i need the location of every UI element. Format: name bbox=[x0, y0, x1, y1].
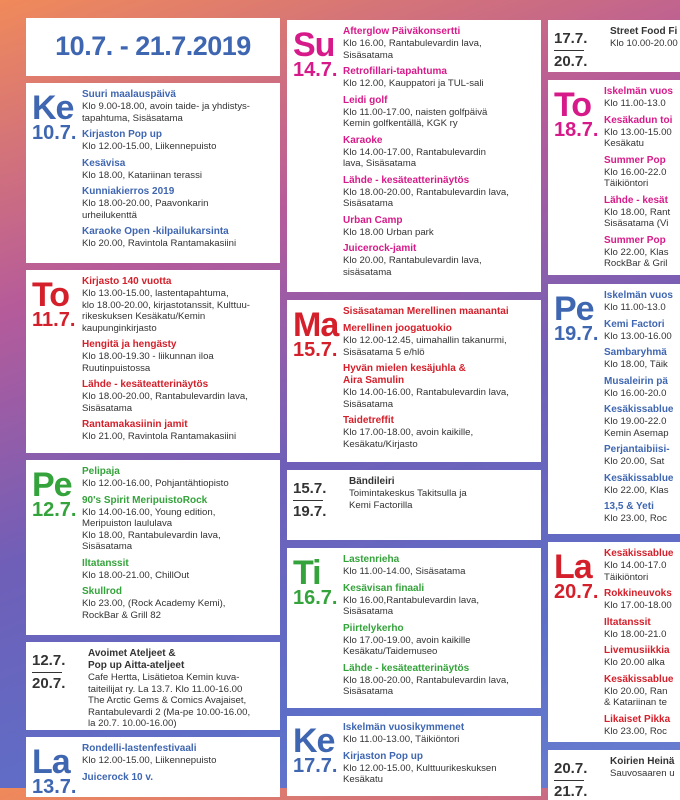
day-label bbox=[293, 556, 337, 608]
event-title: Juicerock 10 v. bbox=[82, 771, 153, 783]
event-item bbox=[343, 623, 537, 658]
event-item bbox=[82, 495, 276, 553]
weekday-abbr: Pe bbox=[554, 290, 594, 328]
event-item bbox=[82, 379, 276, 414]
event-list bbox=[82, 276, 276, 448]
date-range bbox=[554, 760, 587, 800]
date-range bbox=[293, 480, 326, 522]
day-date: 20.7. bbox=[554, 581, 599, 603]
weekday-abbr: Ke bbox=[293, 722, 335, 760]
event-details: Klo 17.00-19.00, avoin kaikille Kesäkatu/Taidemuseo bbox=[343, 634, 471, 657]
event-details: Klo 23.00, (Rock Academy Kemi), RockBar & Grill 82 bbox=[82, 598, 226, 621]
event-details: Klo 11.00-13.00, Täikiöntori bbox=[343, 734, 460, 745]
event-title: Skullrod bbox=[82, 586, 123, 597]
event-item bbox=[343, 751, 537, 786]
event-item bbox=[82, 158, 276, 182]
event-list bbox=[82, 89, 276, 255]
weekday-abbr: Ke bbox=[32, 89, 74, 127]
day-date: 14.7. bbox=[293, 59, 338, 81]
event-item bbox=[604, 617, 680, 641]
day-date: 16.7. bbox=[293, 587, 338, 609]
event-details: Klo 23.00, Roc bbox=[604, 513, 667, 524]
event-title: Karaoke bbox=[343, 134, 383, 146]
event-list bbox=[604, 86, 680, 275]
day-date: 12.7. bbox=[32, 499, 77, 521]
event-item bbox=[604, 347, 680, 371]
day-date: 17.7. bbox=[293, 755, 338, 777]
event-item bbox=[82, 226, 276, 250]
event-details: Klo 23.00, Roc bbox=[604, 725, 667, 737]
day-date: 18.7. bbox=[554, 119, 599, 141]
range-card-r177207 bbox=[548, 20, 680, 72]
day-date: 11.7. bbox=[32, 309, 76, 331]
day-card-ti167 bbox=[287, 548, 541, 708]
event-list bbox=[604, 290, 680, 530]
event-item bbox=[343, 95, 537, 130]
event-details: Klo 13.00-15.00, lastentapahtuma, klo 18.00-20.00, kirjastotanssit, Kulttuu- rikeskuksen Kesäkatu/Kemin kaupunginkirjasto bbox=[82, 288, 250, 334]
event-title: Hengitä ja hengästy bbox=[82, 339, 177, 350]
date-range-divider bbox=[32, 672, 62, 673]
event-item bbox=[82, 339, 276, 374]
event-details: Klo 11.00-17.00, naisten golfpäivä Kemin golfkentällä, KGK ry bbox=[343, 106, 488, 129]
event-details: Klo 18.00-21.00, ChillOut bbox=[82, 569, 190, 581]
event-details: Klo 13.00-16.00 bbox=[604, 330, 672, 342]
event-item bbox=[343, 663, 537, 698]
event-title: Retrofillari-tapahtuma bbox=[343, 66, 447, 77]
event-title: Pelipaja bbox=[82, 466, 120, 477]
weekday-abbr: Pe bbox=[32, 466, 72, 504]
event-details: Klo 9.00-18.00, avoin taide- ja yhdistys- tapahtuma, Sisäsatama bbox=[82, 101, 250, 124]
event-title: Iltatanssit bbox=[604, 616, 651, 628]
event-details: Klo 17.00-18.00, avoin kaikille, Kesäkatu/Kirjasto bbox=[343, 427, 474, 450]
day-card-to187 bbox=[548, 80, 680, 275]
event-item bbox=[343, 215, 537, 239]
page-title: 10.7. - 21.7.2019 bbox=[55, 31, 251, 61]
day-label bbox=[293, 308, 338, 360]
weekday-abbr: To bbox=[32, 276, 70, 314]
event-item bbox=[343, 306, 537, 318]
event-title: Lähde - kesät bbox=[604, 194, 668, 206]
range-card-r157197 bbox=[287, 470, 541, 540]
event-item bbox=[343, 26, 537, 61]
event-details: Klo 12.00-12.45, uimahallin takanurmi, Sisäsatama 5 e/hlö bbox=[343, 335, 507, 358]
event-item bbox=[604, 714, 680, 738]
event-details: Toimintakeskus Takitsulla ja Kemi Factorilla bbox=[349, 488, 467, 511]
event-title: Kemi Factori bbox=[604, 318, 665, 330]
event-title: 90's Spirit MeripuistoRock bbox=[82, 494, 208, 506]
day-label bbox=[32, 91, 76, 143]
event-details: Klo 16.00,Rantabulevardin lava, Sisäsatama bbox=[343, 594, 480, 617]
event-title: Kirjaston Pop up bbox=[343, 750, 423, 762]
date-range-start: 17.7. bbox=[554, 30, 588, 47]
event-details: Klo 18.00-20.00, Rantabulevardin lava, Sisäsatama bbox=[343, 186, 509, 209]
event-title: Sisäsataman Merellinen maanantai bbox=[343, 306, 509, 317]
date-range-divider bbox=[554, 780, 584, 781]
event-title: Rokkineuvoks bbox=[604, 588, 672, 599]
event-title: Sambaryhmä bbox=[604, 347, 667, 358]
event-list bbox=[82, 743, 276, 789]
event-details: Klo 16.00-22.0 Täikiöntori bbox=[604, 166, 667, 189]
event-item bbox=[343, 323, 537, 358]
event-title: Kesäkissablue bbox=[604, 548, 674, 559]
event-title: Rondelli-lastenfestivaali bbox=[82, 743, 197, 754]
day-card-pe197 bbox=[548, 284, 680, 534]
date-range-end: 19.7. bbox=[293, 502, 327, 520]
day-label bbox=[554, 88, 598, 140]
event-item bbox=[82, 276, 276, 334]
range-card-r207217 bbox=[548, 750, 680, 800]
event-details: Klo 18.00-19.30 - liikunnan iloa Ruutinpuistossa bbox=[82, 351, 214, 374]
day-date: 10.7. bbox=[32, 122, 77, 144]
event-title: Piirtelykerho bbox=[343, 622, 404, 634]
event-details: Klo 14.00-17.0 Täikiöntori bbox=[604, 560, 667, 583]
event-item bbox=[343, 554, 537, 578]
event-title: Kunniakierros 2019 bbox=[82, 186, 175, 197]
event-title: Summer Pop bbox=[604, 234, 666, 246]
event-item bbox=[82, 558, 276, 582]
event-details: Sauvosaaren u bbox=[610, 768, 675, 779]
event-title: Leidi golf bbox=[343, 94, 388, 106]
date-range-divider bbox=[293, 500, 323, 501]
event-details: Cafe Hertta, Lisätietoa Kemin kuva- taiteilijat ry. La 13.7. Klo 11.00-16.00 The Arctic Gems & Comics Avajaiset, Rantabulevardi 2 (Ma-pe 10.00-16.00, la 20.7. 10.00-16.00) bbox=[88, 672, 251, 729]
event-title: 13,5 & Yeti bbox=[604, 501, 654, 512]
event-list bbox=[604, 548, 680, 742]
event-details: Klo 20.00, Ran & Katariinan te bbox=[604, 685, 668, 708]
event-title: Bändileiri bbox=[349, 476, 395, 487]
day-label bbox=[32, 745, 76, 797]
event-details: Klo 18.00, Katariinan terassi bbox=[82, 169, 202, 181]
date-range-start: 20.7. bbox=[554, 760, 588, 777]
event-item bbox=[343, 66, 537, 90]
event-title: Iltatanssit bbox=[82, 557, 129, 569]
event-item bbox=[604, 404, 680, 439]
weekday-abbr: To bbox=[554, 86, 592, 124]
event-title: Musaleirin pä bbox=[604, 375, 668, 387]
date-range-start: 15.7. bbox=[293, 480, 327, 497]
day-label bbox=[554, 550, 598, 602]
day-label bbox=[32, 468, 76, 520]
event-item bbox=[604, 235, 680, 270]
day-date: 19.7. bbox=[554, 323, 599, 345]
event-item bbox=[88, 648, 276, 730]
event-item bbox=[610, 756, 680, 780]
event-title: Urban Camp bbox=[343, 214, 403, 226]
event-item bbox=[82, 772, 276, 784]
event-item bbox=[343, 583, 537, 618]
event-item bbox=[604, 548, 680, 583]
event-item bbox=[82, 129, 276, 153]
event-details: Klo 18.00, Täik bbox=[604, 359, 668, 370]
event-list bbox=[82, 466, 276, 626]
event-details: Klo 18.00, Rant Sisäsatama (Vi bbox=[604, 206, 671, 229]
date-range-divider bbox=[554, 50, 584, 51]
event-item bbox=[604, 473, 680, 497]
event-details: Klo 20.00, Rantabulevardin lava, sisäsatama bbox=[343, 255, 482, 278]
event-item bbox=[604, 86, 680, 110]
event-item bbox=[604, 195, 680, 230]
event-details: Klo 16.00-20.0 bbox=[604, 387, 667, 399]
day-label bbox=[293, 724, 337, 776]
event-details: Klo 22.00, Klas bbox=[604, 484, 669, 496]
event-title: Lähde - kesäteatterinäytös bbox=[343, 662, 470, 674]
event-item bbox=[604, 645, 680, 669]
weekday-abbr: Su bbox=[293, 26, 335, 64]
event-list bbox=[610, 26, 680, 55]
event-details: Klo 16.00, Rantabulevardin lava, Sisäsatama bbox=[343, 38, 482, 61]
event-item bbox=[604, 376, 680, 400]
event-item bbox=[604, 444, 680, 468]
event-item bbox=[343, 175, 537, 210]
weekday-abbr: La bbox=[32, 743, 70, 781]
event-title: Afterglow Päiväkonsertti bbox=[343, 26, 461, 37]
event-title: Kirjasto 140 vuotta bbox=[82, 276, 172, 287]
day-card-su147 bbox=[287, 20, 541, 292]
event-list bbox=[349, 476, 537, 516]
event-title: Kesävisan finaali bbox=[343, 582, 425, 594]
header-card bbox=[26, 18, 280, 76]
day-card-pe127 bbox=[26, 460, 280, 635]
weekday-abbr: La bbox=[554, 548, 592, 586]
event-title: Summer Pop bbox=[604, 154, 666, 166]
event-details: Klo 12.00-15.00, Kulttuurikeskuksen Kesäkatu bbox=[343, 762, 497, 785]
event-details: Klo 18.00-21.0 bbox=[604, 628, 667, 640]
event-details: Klo 18.00 Urban park bbox=[343, 226, 434, 238]
event-item bbox=[82, 586, 276, 621]
event-details: Klo 18.00-20.00, Rantabulevardin lava, Sisäsatama bbox=[343, 674, 509, 697]
event-title: Merellinen joogatuokio bbox=[343, 323, 452, 334]
day-card-ke107 bbox=[26, 83, 280, 263]
event-item bbox=[82, 743, 276, 767]
event-title: Kirjaston Pop up bbox=[82, 129, 162, 140]
event-title: Juicerock-jamit bbox=[343, 243, 417, 254]
day-date: 15.7. bbox=[293, 339, 338, 361]
event-details: Klo 11.00-14.00, Sisäsatama bbox=[343, 566, 466, 577]
date-range-end: 21.7. bbox=[554, 782, 588, 800]
event-title: Koirien Heinä bbox=[610, 756, 675, 767]
day-card-la137 bbox=[26, 737, 280, 797]
event-details: Klo 12.00-15.00, Liikennepuisto bbox=[82, 141, 217, 152]
event-title: Kesäkadun toi bbox=[604, 114, 673, 126]
event-details: Klo 14.00-16.00, Young edition, Meripuiston laululava Klo 18.00, Rantabulevardin lava, Sisäsatama bbox=[82, 506, 221, 552]
event-title: Lähde - kesäteatterinäytös bbox=[343, 174, 470, 186]
event-list bbox=[88, 648, 276, 730]
event-item bbox=[349, 476, 537, 511]
event-details: Klo 12.00-15.00, Liikennepuisto bbox=[82, 755, 217, 766]
day-label bbox=[293, 28, 337, 80]
event-title: Hyvän mielen kesäjuhla & Aira Samulin bbox=[343, 363, 466, 386]
event-details: Klo 20.00 alka bbox=[604, 657, 665, 668]
event-item bbox=[604, 155, 680, 190]
event-item bbox=[604, 501, 680, 525]
event-item bbox=[604, 588, 680, 612]
event-title: Livemusiikkia bbox=[604, 645, 670, 656]
event-details: Klo 13.00-15.00 Kesäkatu bbox=[604, 126, 672, 149]
day-date: 13.7. bbox=[32, 776, 77, 797]
event-title: Rantamakasiinin jamit bbox=[82, 419, 188, 430]
event-item bbox=[604, 290, 680, 314]
day-card-to117 bbox=[26, 270, 280, 453]
event-title: Kesäkissablue bbox=[604, 404, 674, 415]
weekday-abbr: Ma bbox=[293, 306, 339, 344]
event-title: Kesäkissablue bbox=[604, 673, 674, 685]
event-item bbox=[604, 319, 680, 343]
event-title: Karaoke Open -kilpailukarsinta bbox=[82, 226, 229, 237]
event-list bbox=[343, 722, 537, 791]
event-item bbox=[82, 419, 276, 443]
event-item bbox=[82, 186, 276, 221]
range-card-r127207 bbox=[26, 642, 280, 730]
event-details: Klo 20.00, Ravintola Rantamakasiini bbox=[82, 238, 237, 249]
event-details: Klo 22.00, Klas RockBar & Gril bbox=[604, 246, 669, 269]
event-details: Klo 12.00, Kauppatori ja TUL-sali bbox=[343, 78, 484, 89]
event-details: Klo 18.00-20.00, Rantabulevardin lava, Sisäsatama bbox=[82, 391, 248, 414]
event-item bbox=[604, 674, 680, 709]
event-title: Avoimet Ateljeet & Pop up Aitta-ateljeet bbox=[88, 648, 185, 671]
event-details: Klo 11.00-13.0 bbox=[604, 98, 666, 109]
event-item bbox=[604, 115, 680, 150]
event-title: Kesäkissablue bbox=[604, 472, 674, 484]
event-title: Lähde - kesäteatterinäytös bbox=[82, 379, 209, 390]
event-item bbox=[343, 363, 537, 410]
day-label bbox=[554, 292, 598, 344]
event-title: Likaiset Pikka bbox=[604, 713, 671, 725]
event-title: Taidetreffit bbox=[343, 415, 394, 426]
event-item bbox=[343, 243, 537, 278]
date-range-end: 20.7. bbox=[554, 52, 588, 70]
event-item bbox=[343, 722, 537, 746]
date-range bbox=[32, 652, 65, 694]
weekday-abbr: Ti bbox=[293, 554, 321, 592]
event-details: Klo 19.00-22.0 Kemin Asemap bbox=[604, 416, 669, 439]
day-card-ke177 bbox=[287, 716, 541, 796]
event-title: Lastenrieha bbox=[343, 554, 400, 565]
event-item bbox=[343, 415, 537, 450]
date-range-end: 20.7. bbox=[32, 674, 66, 692]
event-details: Klo 11.00-13.0 bbox=[604, 302, 666, 313]
event-details: Klo 12.00-16.00, Pohjantähtiopisto bbox=[82, 478, 229, 489]
event-title: Perjantaibiisi- bbox=[604, 444, 670, 455]
event-details: Klo 14.00-17.00, Rantabulevardin lava, Sisäsatama bbox=[343, 146, 486, 169]
event-details: Klo 20.00, Sat bbox=[604, 456, 665, 467]
event-details: Klo 18.00-20.00, Paavonkarin urheilukenttä bbox=[82, 198, 209, 221]
event-list bbox=[343, 306, 537, 455]
event-title: Street Food Fi bbox=[610, 26, 678, 37]
date-range-start: 12.7. bbox=[32, 652, 66, 669]
event-title: Iskelmän vuos bbox=[604, 290, 673, 301]
event-item bbox=[343, 135, 537, 170]
event-item bbox=[82, 466, 276, 490]
event-details: Klo 17.00-18.00 bbox=[604, 600, 672, 611]
event-details: Klo 21.00, Ravintola Rantamakasiini bbox=[82, 431, 237, 442]
event-title: Kesävisa bbox=[82, 157, 126, 169]
event-list bbox=[343, 26, 537, 283]
day-label bbox=[32, 278, 75, 330]
event-item bbox=[82, 89, 276, 124]
event-details: Klo 14.00-16.00, Rantabulevardin lava, Sisäsatama bbox=[343, 387, 509, 410]
day-card-ma157 bbox=[287, 300, 541, 462]
event-title: Iskelmän vuos bbox=[604, 86, 673, 97]
event-details: Klo 10.00-20.00 bbox=[610, 38, 678, 49]
event-list bbox=[343, 554, 537, 703]
date-range bbox=[554, 30, 587, 72]
day-card-la207 bbox=[548, 542, 680, 742]
event-item bbox=[610, 26, 680, 50]
event-title: Iskelmän vuosikymmenet bbox=[343, 722, 465, 733]
event-list bbox=[610, 756, 680, 785]
event-title: Suuri maalauspäivä bbox=[82, 89, 176, 100]
